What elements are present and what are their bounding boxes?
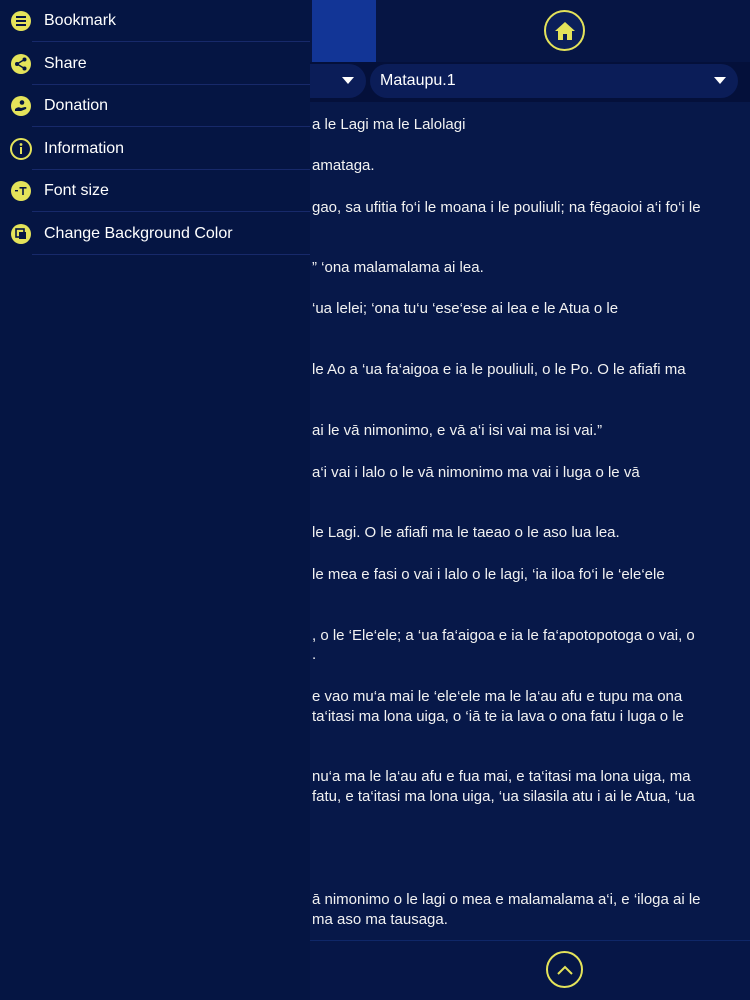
menu-item-share[interactable] (0, 43, 310, 85)
text-line: amataga. (312, 157, 375, 174)
menu-divider (32, 126, 310, 127)
menu-item-donation[interactable] (0, 85, 310, 127)
scroll-up-button[interactable] (546, 951, 583, 988)
share-icon (10, 53, 32, 75)
menu-item-bookmark[interactable] (0, 0, 310, 42)
menu-item-label: Donation (44, 97, 109, 114)
text-line: a le Lagi ma le Lalolagi (312, 116, 466, 133)
menu-item-label: Font size (44, 182, 109, 199)
side-menu (0, 0, 310, 1000)
font-size-icon (10, 180, 32, 202)
text-line: ‘ua lelei; ‘ona tu‘u ‘ese‘ese ai lea e le Atua o le (312, 300, 619, 317)
text-line: nu‘a ma le la‘au afu e fua mai, e ta‘itasi ma lona uiga, ma (312, 768, 691, 785)
chevron-up-icon (556, 964, 574, 976)
menu-item-label: Information (44, 140, 125, 157)
text-line: ” ‘ona malamalama ai lea. (312, 259, 484, 276)
text-line: ta‘itasi ma lona uiga, o ‘iā te ia lava o ona fatu i luga o le (312, 708, 684, 725)
text-line: a‘i vai i lalo o le vā nimonimo ma vai i luga o le vā (312, 464, 640, 481)
menu-item-label: Change Background Color (44, 225, 233, 242)
text-line: ā nimonimo o le lagi o mea e malamalama a‘i, e ‘iloga ai le (312, 891, 701, 908)
text-line: le Lagi. O le afiafi ma le taeao o le aso lua lea. (312, 524, 620, 541)
text-line: ai le vā nimonimo, e vā a‘i isi vai ma isi vai.” (312, 422, 603, 439)
text-line: e vao mu‘a mai le ‘ele‘ele ma le la‘au afu e tupu ma ona (312, 688, 683, 705)
info-icon (10, 138, 32, 160)
bookmark-icon (10, 10, 32, 32)
background-color-icon (10, 223, 32, 245)
text-line: . (312, 646, 317, 663)
menu-divider (32, 254, 310, 255)
text-line: , o le ‘Ele‘ele; a ‘ua fa‘aigoa e ia le fa‘apotopotoga o vai, o (312, 627, 695, 644)
menu-divider (32, 211, 310, 212)
text-line: le Ao a ‘ua fa‘aigoa e ia le pouliuli, o le Po. O le afiafi ma (312, 361, 686, 378)
text-line: gao, sa ufitia fo‘i le moana i le pouliuli; na fēgaoioi a‘i fo‘i le (312, 199, 701, 216)
menu-item-change-background-color[interactable] (0, 213, 310, 255)
menu-divider (32, 41, 310, 42)
chapter-select-label: Mataupu.1 (380, 72, 456, 89)
text-line: fatu, e ta‘itasi ma lona uiga, ‘ua silasila atu i ai le Atua, ‘ua (312, 788, 695, 805)
text-line: le mea e fasi o vai i lalo o le lagi, ‘ia iloa fo‘i le ‘ele‘ele (312, 566, 665, 583)
menu-item-label: Share (44, 55, 87, 72)
donation-icon (10, 95, 32, 117)
menu-item-label: Bookmark (44, 12, 117, 29)
menu-item-font-size[interactable] (0, 170, 310, 212)
menu-item-information[interactable] (0, 128, 310, 170)
text-line: ma aso ma tausaga. (312, 911, 448, 928)
